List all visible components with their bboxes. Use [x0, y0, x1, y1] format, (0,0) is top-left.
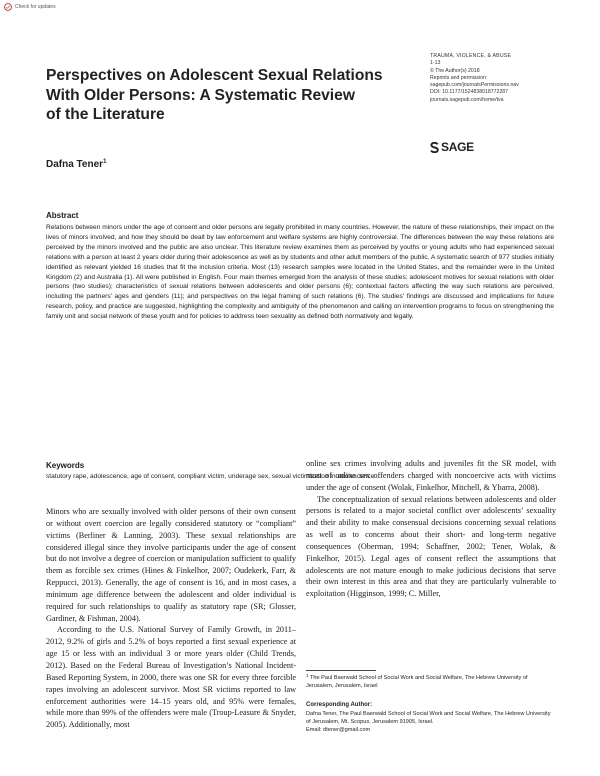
journal-pages: 1-13	[430, 60, 441, 67]
footnote-mark: 1	[306, 673, 309, 678]
corresponding-author-address: Dafna Tener, The Paul Baerwald School of Social Work and Social Welfare, The Hebrew University of Jerusalem, Mt. Scopus, Jerusalem 91905, Israel.	[306, 711, 551, 725]
author	[46, 159, 106, 170]
title-line-1: Perspectives on Adolescent Sexual Relations	[46, 67, 383, 84]
body-column-right	[306, 458, 556, 600]
body-paragraph: The conceptualization of sexual relations between adolescents and older persons is related to a major societal conflict over adolescents’ sexuality and their ability to make consensual decisions concerning sexual relations as well as to concerns about their short- and long-term negative consequences (Oberman, 1994; Schaffner, 2002; Tener, Wolak, & Finkelhor, 2015). Legal ages of consent reflect the assumptions that adolescents are not mature enough to make judicious decisions that serve their own interest in this area and that they are particularly vulnerable to exploitation (Higginson, 1999; C. Miller,	[306, 494, 556, 599]
journal-doi[interactable]: DOI: 10.1177/1524838018772287	[430, 89, 509, 96]
title-line-2: With Older Persons: A Systematic Review	[46, 86, 355, 104]
body-paragraph: According to the U.S. National Survey of Family Growth, in 2011–2012, 9.2% of girls and 5.2% of boys reported a first sexual experience at age 15 or less with an individual 3 or more years older (Child Trends, 2012). Based on the Federal Bureau of Investigation’s National Incident-Based Reporting System, in 2000, there was one SR for every three forcible rapes involving an adolescent survivor. Most SR victims reported to law enforcement authorities were 14–15 years old, and 95% were females, while more than 99% of the offenders were male (Troup-Leasure & Snyder, 2005). Additionally, most	[46, 625, 296, 730]
sage-logo-icon	[430, 142, 439, 153]
journal-meta	[430, 53, 590, 104]
sage-logo-text: SAGE	[441, 140, 474, 154]
sage-logo	[430, 140, 474, 154]
check-updates-label: Check for updates	[15, 4, 56, 10]
body-paragraph: online sex crimes involving adults and juveniles fit the SR model, with most of online sex offenders charged with noncoercive acts with victims under the age of consent (Wolak, Finkelhor, Mitchell, & Ybarra, 2008).	[306, 459, 556, 492]
body-paragraph: Minors who are sexually involved with older persons of their own consent or without overt coercion are legally considered statutory or “compliant” victims (Berliner & Lanning, 2003). These sexual relationships are considered illegal since they involve participants under the age of consent but do not involve a degree of coercion or manipulation sufficient to qualify them as forcible sex crimes (Hines & Finkelhor, 2007; Oudekerk, Farr, & Reppucci, 2013). Generally, the age of consent is 16, and in most cases, a minimum age difference between the adolescent and older individual is required for such relationships to qualify as statutory rape (SR; Glosser, Gardiner, & Fishman, 2004).	[46, 507, 296, 623]
author-affiliation-mark: 1	[103, 159, 107, 165]
keywords-heading: Keywords	[46, 461, 85, 470]
corresponding-author-email[interactable]: Email: dtener@gmail.com	[306, 726, 371, 733]
abstract-text: Relations between minors under the age of consent and older persons are legally prohibited in many countries. However, the nature of these relationships, their impact on the lives of minors involved, and how they should be dealt by law enforcement and welfare systems are highly controversial. The differences between the way these relations are perceived by the minors involved and the public are also unclear. This literature review examines them as perceived by youths or young adults who had experienced sexual relations with a person at least 2 years older during their adolescence as well as by students and other adult members of the public. A systematic search of 977 studies initially identified as relevant yielded 16 studies that fit the inclusion criteria. Most (13) research samples were located in the United States, and the remainder were in the United Kingdom (2) and Australia (1). All were published in English. Four main themes emerged from the analysis of these studies: adolescent motives for sexual relations with older persons (two studies); characteristics of sexual relations between adolescents and older persons (6); contextual factors affecting the way such relations are perceived, including the partners' ages and genders (11); and perspectives on the legal framing of such relations (6). The studies' findings are discussed and implications for future research, policy, and practice are suggested, highlighting the complexity and ambiguity of the phenomenon and calling on intervention programs to focus on strengthening the family unit and social network of these youth and for policies to address teen sexuality as defined both normatively and legally.	[46, 224, 554, 321]
check-updates-icon	[4, 3, 12, 11]
author-name: Dafna Tener	[46, 159, 104, 170]
abstract-heading: Abstract	[46, 211, 79, 220]
journal-copyright: © The Author(s) 2018	[430, 67, 480, 74]
corresponding-author-details	[306, 711, 556, 734]
article-title	[46, 66, 426, 125]
journal-home-link[interactable]: journals.sagepub.com/home/tva	[430, 96, 504, 103]
keywords-text: statutory rape, adolescence, age of consent, compliant victim, underage sex, sexual victimization in adolescence	[46, 473, 375, 480]
journal-permissions-link[interactable]: sagepub.com/journalsPermissions.nav	[430, 82, 519, 89]
journal-name: TRAUMA, VIOLENCE, & ABUSE	[430, 53, 512, 59]
footnote-text: The Paul Baerwald School of Social Work and Social Welfare, The Hebrew University of Jerusalem, Jerusalem, Israel	[306, 675, 528, 689]
journal-reprints: Reprints and permission:	[430, 74, 488, 81]
check-updates-badge[interactable]	[4, 3, 56, 11]
body-column-left	[46, 506, 296, 731]
title-line-3: of the Literature	[46, 106, 165, 123]
footnote-divider	[306, 670, 376, 671]
corresponding-author-heading: Corresponding Author:	[306, 702, 373, 708]
footnote	[306, 672, 556, 691]
